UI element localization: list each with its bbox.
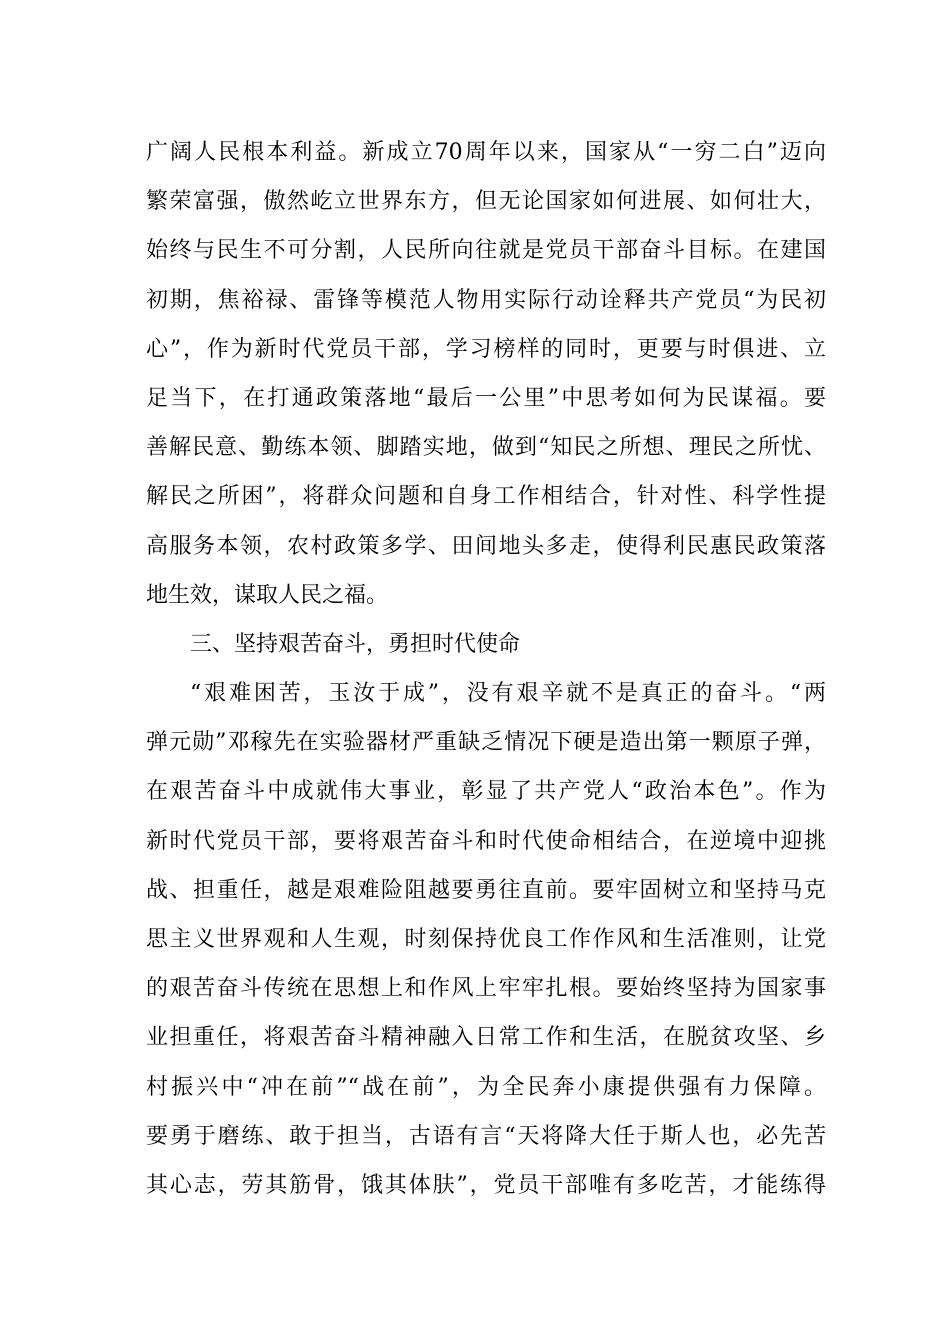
text-line: 在艰苦奋斗中成就伟大事业，彰显了共产党人“政治本色”。作为 [146,779,826,805]
text-line: 战、担重任，越是艰难险阻越要勇往直前。要牢固树立和坚持马克 [146,877,826,903]
text-line: 村振兴中“冲在前”“战在前”，为全民奔小康提供强有力保障。 [146,1074,826,1100]
section-heading: 三、坚持艰苦奋斗，勇担时代使命 [190,631,521,657]
text-line: 足当下，在打通政策落地“最后一公里”中思考如何为民谋福。要 [146,385,826,411]
text-line: 心”，作为新时代党员干部，学习榜样的同时，更要与时俱进、立 [146,336,826,362]
text-line: 善解民意、勤练本领、脚踏实地，做到“知民之所想、理民之所忧、 [146,435,826,461]
text-line: 高服务本领，农村政策多学、田间地头多走，使得利民惠民政策落 [146,533,826,559]
text-line: 其心志，劳其筋骨，饿其体肤”，党员干部唯有多吃苦，才能练得 [146,1172,826,1198]
text-line: 的艰苦奋斗传统在思想上和作风上牢牢扎根。要始终坚持为国家事 [146,976,826,1002]
text-line: 地生效，谋取人民之福。 [146,582,389,608]
text-line: “艰难困苦，玉汝于成”，没有艰辛就不是真正的奋斗。“两 [190,681,826,707]
text-line: 思主义世界观和人生观，时刻保持优良工作作风和生活准则，让党 [146,927,826,952]
text-line: 始终与民生不可分割，人民所向往就是党员干部奋斗目标。在建国 [146,238,826,264]
text-line: 繁荣富强，傲然屹立世界东方，但无论国家如何进展、如何壮大， [146,189,826,215]
text-line: 广阔人民根本利益。新成立70周年以来，国家从“一穷二白”迈向 [146,140,826,165]
text-line: 要勇于磨练、敢于担当，古语有言“天将降大任于斯人也，必先苦 [146,1123,826,1149]
text-line: 弹元勋”邓稼先在实验器材严重缺乏情况下硬是造出第一颗原子弹， [146,730,826,756]
text-line: 新时代党员干部，要将艰苦奋斗和时代使命相结合，在逆境中迎挑 [146,828,826,854]
text-line: 业担重任，将艰苦奋斗精神融入日常工作和生活，在脱贫攻坚、乡 [146,1025,826,1051]
text-line: 解民之所困”，将群众问题和自身工作相结合，针对性、科学性提 [146,484,826,510]
text-line: 初期，焦裕禄、雷锋等模范人物用实际行动诠释共产党员“为民初 [146,287,826,313]
body-text [146,128,826,1210]
